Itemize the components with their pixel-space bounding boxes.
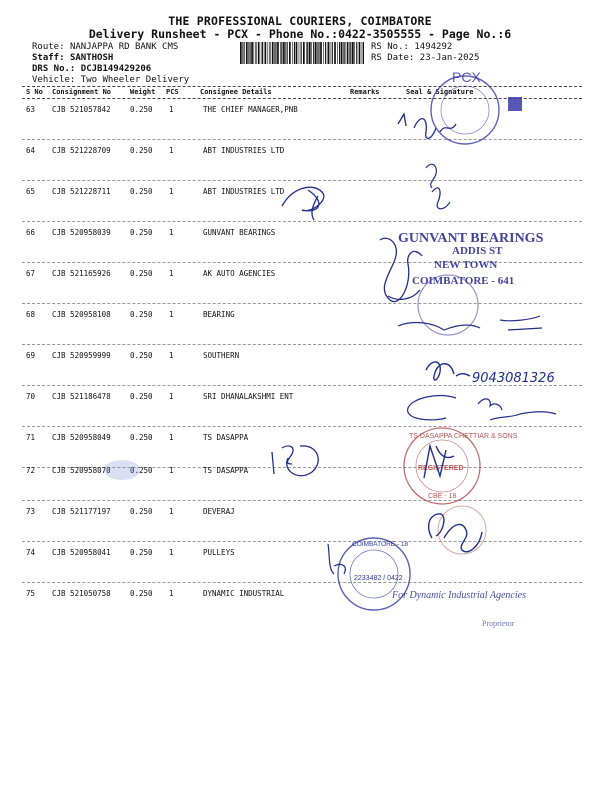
row-sno: 75 <box>26 589 36 598</box>
row-sno: 69 <box>26 351 36 360</box>
row-consignment: CJB 520959999 <box>52 351 111 360</box>
barcode-icon <box>240 42 366 64</box>
row-weight: 0.250 <box>130 433 153 442</box>
row-pcs: 1 <box>169 392 174 401</box>
table-row <box>0 501 600 542</box>
rs-no-value: 1494292 <box>414 42 453 52</box>
dasappa-stamp-text: TS DASAPPA CHETTIAR & SONS <box>409 433 518 440</box>
page-title: THE PROFESSIONAL COURIERS, COIMBATORE <box>168 14 432 28</box>
col-seal-signature: Seal & Signature <box>406 88 474 96</box>
row-consignee: DEVERAJ <box>203 507 235 516</box>
row-sno: 67 <box>26 269 36 278</box>
row-consignment: CJB 520958041 <box>52 548 111 557</box>
row-weight: 0.250 <box>130 392 153 401</box>
table-row <box>0 222 600 263</box>
row-sno: 73 <box>26 507 36 516</box>
rs-date-value: 23-Jan-2025 <box>419 53 480 63</box>
row-consignee: TS DASAPPA <box>203 466 249 475</box>
dasappa-stamp-bottom: CBE - 18 <box>428 493 457 500</box>
table-row <box>0 345 600 386</box>
row-consignee: DYNAMIC INDUSTRIAL <box>203 589 285 598</box>
row-consignee: SOUTHERN <box>203 351 240 360</box>
row-consignment: CJB 521186478 <box>52 392 111 401</box>
dasappa-stamp-center: REGISTERED <box>418 465 464 472</box>
row-consignment: CJB 520958039 <box>52 228 111 237</box>
phone-note: 9043081326 <box>472 371 555 386</box>
row-weight: 0.250 <box>130 187 153 196</box>
row-sno: 64 <box>26 146 36 155</box>
dynamic-stamp-phone: 2233482 / 0422 <box>354 575 403 582</box>
row-sno: 66 <box>26 228 36 237</box>
row-weight: 0.250 <box>130 548 153 557</box>
row-consignee: AK AUTO AGENCIES <box>203 269 276 278</box>
row-consignee: TS DASAPPA <box>203 433 249 442</box>
dynamic-stamp-side: COIMBATORE - 18 <box>352 541 409 548</box>
vehicle-line <box>32 75 189 86</box>
row-weight: 0.250 <box>130 228 153 237</box>
route-line <box>32 42 178 53</box>
staff-line <box>32 53 113 64</box>
row-sno: 63 <box>26 105 36 114</box>
row-pcs: 1 <box>169 310 174 319</box>
header-top-rule <box>22 86 582 87</box>
row-consignment: CJB 521228709 <box>52 146 111 155</box>
rs-no-line <box>371 42 452 53</box>
dynamic-stamp-name: For Dynamic Industrial Agencies <box>392 590 526 601</box>
row-weight: 0.250 <box>130 310 153 319</box>
route-label: Route: <box>32 42 65 52</box>
row-pcs: 1 <box>169 589 174 598</box>
row-consignee: PULLEYS <box>203 548 235 557</box>
pcx-stamp-label: PCX <box>452 69 481 85</box>
col-consignee: Consignee Details <box>200 88 272 96</box>
row-consignee: GUNVANT BEARINGS <box>203 228 276 237</box>
row-consignee: THE CHIEF MANAGER,PNB <box>203 105 298 114</box>
row-weight: 0.250 <box>130 589 153 598</box>
table-row <box>0 181 600 222</box>
row-pcs: 1 <box>169 269 174 278</box>
row-consignee: ABT INDUSTRIES LTD <box>203 146 285 155</box>
row-consignment: CJB 520958070 <box>52 466 111 475</box>
row-sno: 74 <box>26 548 36 557</box>
row-weight: 0.250 <box>130 269 153 278</box>
rs-date-line <box>371 53 479 64</box>
staff-label: Staff: <box>32 53 65 63</box>
table-row <box>0 99 600 140</box>
row-consignee: BEARING <box>203 310 235 319</box>
row-sno: 71 <box>26 433 36 442</box>
vehicle-value: Two Wheeler Delivery <box>80 75 190 85</box>
col-weight: Weight <box>130 88 156 96</box>
col-pcs: PCS <box>166 88 179 96</box>
gunvant-stamp-line3: NEW TOWN <box>434 259 498 271</box>
drs-value: DCJB149429206 <box>80 64 152 74</box>
row-consignment: CJB 520958049 <box>52 433 111 442</box>
table-row <box>0 460 600 501</box>
row-pcs: 1 <box>169 433 174 442</box>
row-pcs: 1 <box>169 228 174 237</box>
row-weight: 0.250 <box>130 466 153 475</box>
row-pcs: 1 <box>169 548 174 557</box>
row-consignment: CJB 520958108 <box>52 310 111 319</box>
row-weight: 0.250 <box>130 105 153 114</box>
rs-date-label: RS Date: <box>371 53 415 63</box>
table-row <box>0 304 600 345</box>
drs-label: DRS No.: <box>32 64 76 74</box>
rs-no-label: RS No.: <box>371 42 409 52</box>
row-pcs: 1 <box>169 187 174 196</box>
row-consignment: CJB 521057842 <box>52 105 111 114</box>
row-sno: 72 <box>26 466 36 475</box>
row-pcs: 1 <box>169 466 174 475</box>
vehicle-label: Vehicle: <box>32 75 76 85</box>
col-remarks: Remarks <box>350 88 380 96</box>
proprietor-label: Proprietor <box>482 619 515 628</box>
row-sno: 70 <box>26 392 36 401</box>
drs-line <box>32 64 151 75</box>
row-weight: 0.250 <box>130 146 153 155</box>
row-consignment: CJB 521177197 <box>52 507 111 516</box>
col-sno: S No <box>26 88 43 96</box>
route-value: NANJAPPA RD BANK CMS <box>69 42 179 52</box>
row-consignment: CJB 521228711 <box>52 187 111 196</box>
table-row <box>0 140 600 181</box>
table-row <box>0 542 600 583</box>
row-consignment: CJB 521165926 <box>52 269 111 278</box>
runsheet-subtitle: Delivery Runsheet - PCX - Phone No.:0422-3505555 - Page No.:6 <box>88 27 512 41</box>
table-row <box>0 583 600 624</box>
row-sno: 68 <box>26 310 36 319</box>
row-consignee: SRI DHANALAKSHMI ENT <box>203 392 294 401</box>
gunvant-stamp-line4: COIMBATORE - 641 <box>412 275 515 287</box>
row-pcs: 1 <box>169 146 174 155</box>
gunvant-stamp-name: GUNVANT BEARINGS <box>398 231 544 246</box>
row-pcs: 1 <box>169 507 174 516</box>
row-weight: 0.250 <box>130 351 153 360</box>
row-consignment: CJB 521050758 <box>52 589 111 598</box>
gunvant-stamp-line2: ADDIS ST <box>452 245 503 257</box>
staff-value: SANTHOSH <box>69 53 114 63</box>
row-weight: 0.250 <box>130 507 153 516</box>
row-pcs: 1 <box>169 105 174 114</box>
row-pcs: 1 <box>169 351 174 360</box>
row-sno: 65 <box>26 187 36 196</box>
table-row <box>0 386 600 427</box>
col-consignment: Consignment No <box>52 88 112 96</box>
table-row <box>0 263 600 304</box>
row-consignee: ABT INDUSTRIES LTD <box>203 187 285 196</box>
